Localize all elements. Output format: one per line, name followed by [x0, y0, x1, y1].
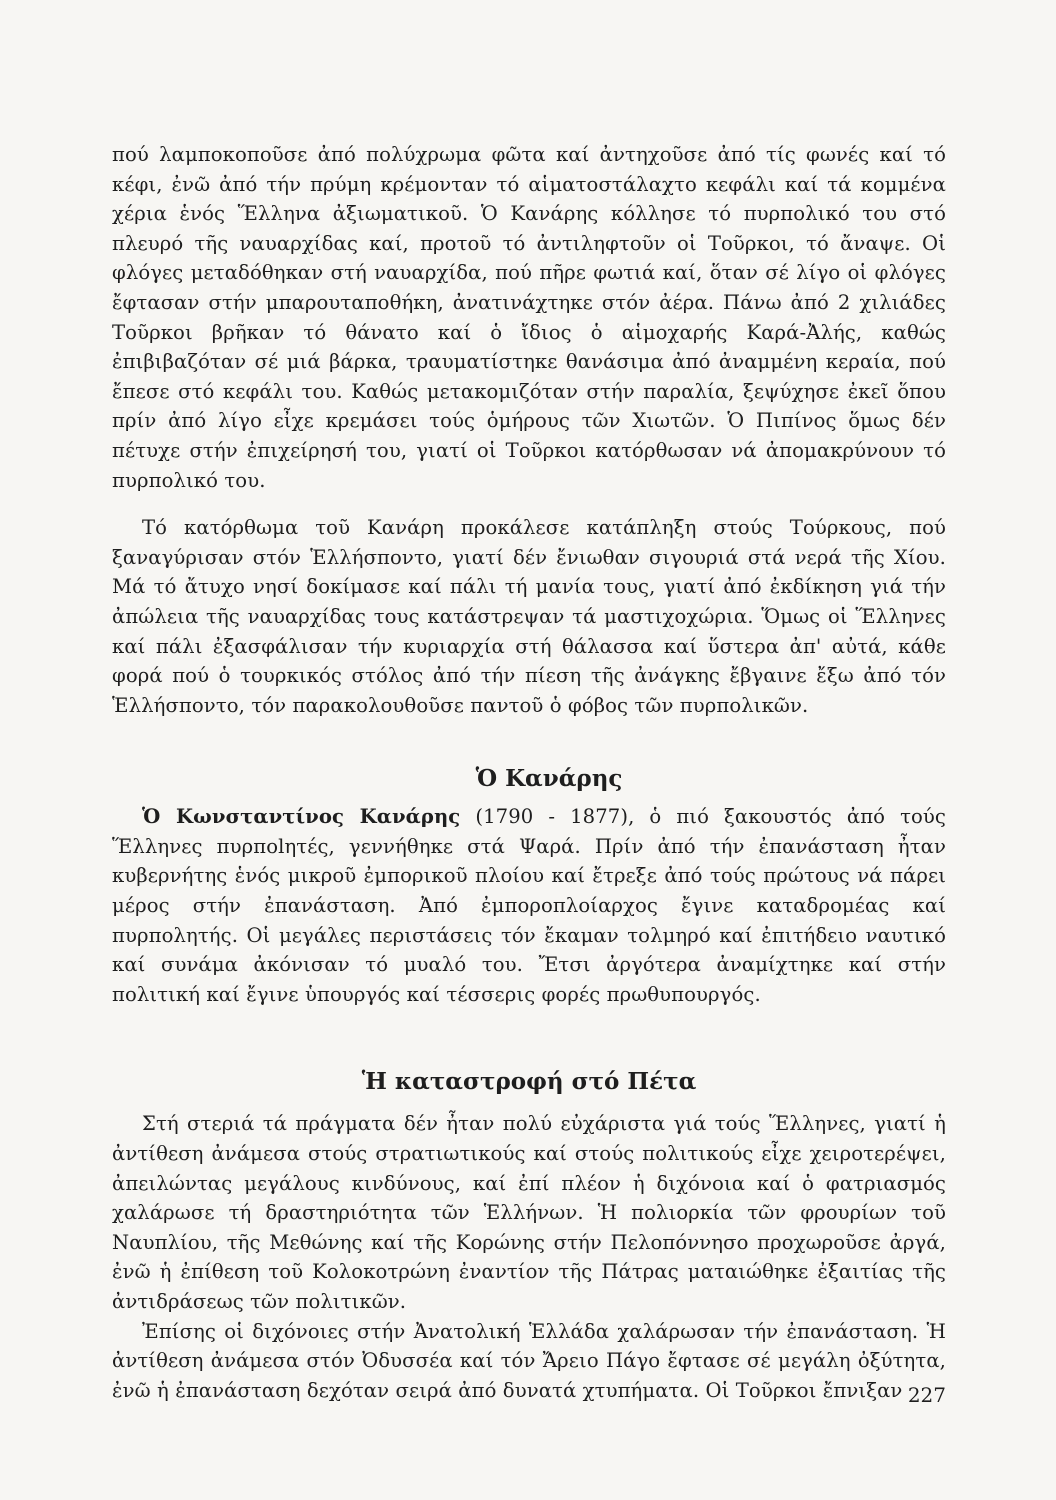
- kanaris-paragraph-text: (1790 - 1877), ὁ πιό ξακουστός ἀπό τούς Ἕλληνες πυρποlητές, γεννήθηκε στά Ψαρά. Πρίν ἀπό τήν ἐπανάσταση ἦταν κυβερνήτης ἑνός μικροῦ ἐμπορικοῦ πλοίου καί ἔτρεξε ἀπό τούς πρώτους νά πάρει μέρος στήν ἐπανάσταση. Ἀπό ἐμποροπλοίαρχος ἔγινε καταδρομέας καί πυρπολητής. Οἱ μεγάλες περιστάσεις τόν ἔκαμαν τολμηρό καί ἐπιτήδειο ναυτικό καί συνάμα ἀκόνισαν τό μυαλό του. Ἔτσι ἀργότερα ἀναμίχτηκε καί στήν πολιτική καί ἔγινε ὑπουργός καί τέσσερις φορές πρωθυπουργός.: [112, 805, 946, 1006]
- intro-paragraph-1: πού λαμποκοποῦσε ἀπό πολύχρωμα φῶτα καί ἀντηχοῦσε ἀπό τίς φωνές καί τό κέφι, ἐνῶ ἀπό τήν πρύμη κρέμονταν τό αἱματοστάλαχτο κεφάλι καί τά κομμένα χέρια ἑνός Ἕλληνα ἀξιωματικοῦ. Ὁ Κανάρης κόλλησε τό πυρπολικό του στό πλευρό τῆς ναυαρχίδας καί, προτοῦ τό ἀντιληφτοῦν οἱ Τοῦρκοι, τό ἄναψε. Οἱ φλόγες μεταδόθηκαν στή ναυαρχίδα, πού πῆρε φωτιά καί, ὅταν σέ λίγο οἱ φλόγες ἔφτασαν στήν μπαρουταποθήκη, ἀνατινάχτηκε στόν ἀέρα. Πάνω ἀπό 2 χιλιάδες Τοῦρκοι βρῆκαν τό θάνατο καί ὁ ἴδιος ὁ αἱμοχαρής Καρά-Ἀλής, καθώς ἐπιβιβαζόταν σέ μιά βάρκα, τραυματίστηκε θανάσιμα ἀπό ἀναμμένη κεραία, πού ἔπεσε στό κεφάλι του. Καθώς μετακομιζόταν στήν παραλία, ξεψύχησε ἐκεῖ ὅπου πρίν ἀπό λίγο εἶχε κρεμάσει τούς ὁμήρους τῶν Χιωτῶν. Ὁ Πιπίνος ὅμως δέν πέτυχε στήν ἐπιχείρησή του, γιατί οἱ Τοῦρκοι κατόρθωσαν νά ἀπομακρύνουν τό πυρπολικό του.: [112, 143, 946, 492]
- peta-heading: Ἡ καταστροφή στό Πέτα: [361, 1068, 697, 1096]
- kanaris-paragraph: [112, 802, 946, 1009]
- peta-paragraph-2: Ἐπίσης οἱ διχόνοιες στήν Ἀνατολική Ἑλλάδα χαλάρωσαν τήν ἐπανάσταση. Ἡ ἀντίθεση ἀνάμεσα στόν Ὀδυσσέα καί τόν Ἄρειο Πάγο ἔφτασε σέ μεγάλη ὀξύτητα, ἐνῶ ἡ ἐπανάσταση δεχόταν σειρά ἀπό δυνατά χτυπήματα. Οἱ Τοῦρκοι ἔπνιξαν: [112, 1319, 946, 1402]
- intro-paragraph-2: Τό κατόρθωμα τοῦ Κανάρη προκάλεσε κατάπληξη στούς Τούρκους, πού ξαναγύρισαν στόν Ἑλλήσποντο, γιατί δέν ἔνιωθαν σιγουριά στά νερά τῆς Χίου. Μά τό ἄτυχο νησί δοκίμασε καί πάλι τή μανία τους, γιατί ἀπό ἐκδίκηση γιά τήν ἀπώλεια τῆς ναυαρχίδας τους κατάστρεψαν τά μαστιχοχώρια. Ὅμως οἱ Ἕλληνες καί πάλι ἐξασφάλισαν τήν κυριαρχία στή θάλασσα καί ὕστερα ἀπ' αὐτά, κάθε φορά πού ὁ τουρκικός στόλος ἀπό τήν πίεση τῆς ἀνάγκης ἔβγαινε ἔξω ἀπό τόν Ἑλλήσποντο, τόν παρακολουθοῦσε παντοῦ ὁ φόβος τῶν πυρπολικῶν.: [112, 516, 946, 717]
- page-content: [112, 140, 946, 1405]
- kanaris-name: Ὁ Κωνσταντίνος Κανάρης: [142, 805, 461, 829]
- peta-paragraph-1: Στή στεριά τά πράγματα δέν ἦταν πολύ εὐχάριστα γιά τούς Ἕλληνες, γιατί ἡ ἀντίθεση ἀνάμεσα στούς στρατιωτικούς καί στούς πολιτικούς εἶχε χειροτερέψει, ἀπειλώντας μεγάλους κινδύνους, καί ἐπί πλέον ἡ διχόνοια καί ὁ φατριασμός χαλάρωσε τή δραστηριότητα τῶν Ἑλλήνων. Ἡ πολιορκία τῶν φρουρίων τοῦ Ναυπλίου, τῆς Μεθώνης καί τῆς Κορώνης στήν Πελοπόννησο προχωροῦσε ἀργά, ἐνῶ ἡ ἐπίθεση τοῦ Κολοκοτρώνη ἐναντίον τῆς Πάτρας ματαιώθηκε ἐξαιτίας τῆς ἀντιδράσεως τῶν πολιτικῶν.: [112, 1112, 946, 1313]
- page-number: 227: [907, 1383, 946, 1407]
- kanaris-heading: Ὁ Κανάρης: [475, 765, 623, 793]
